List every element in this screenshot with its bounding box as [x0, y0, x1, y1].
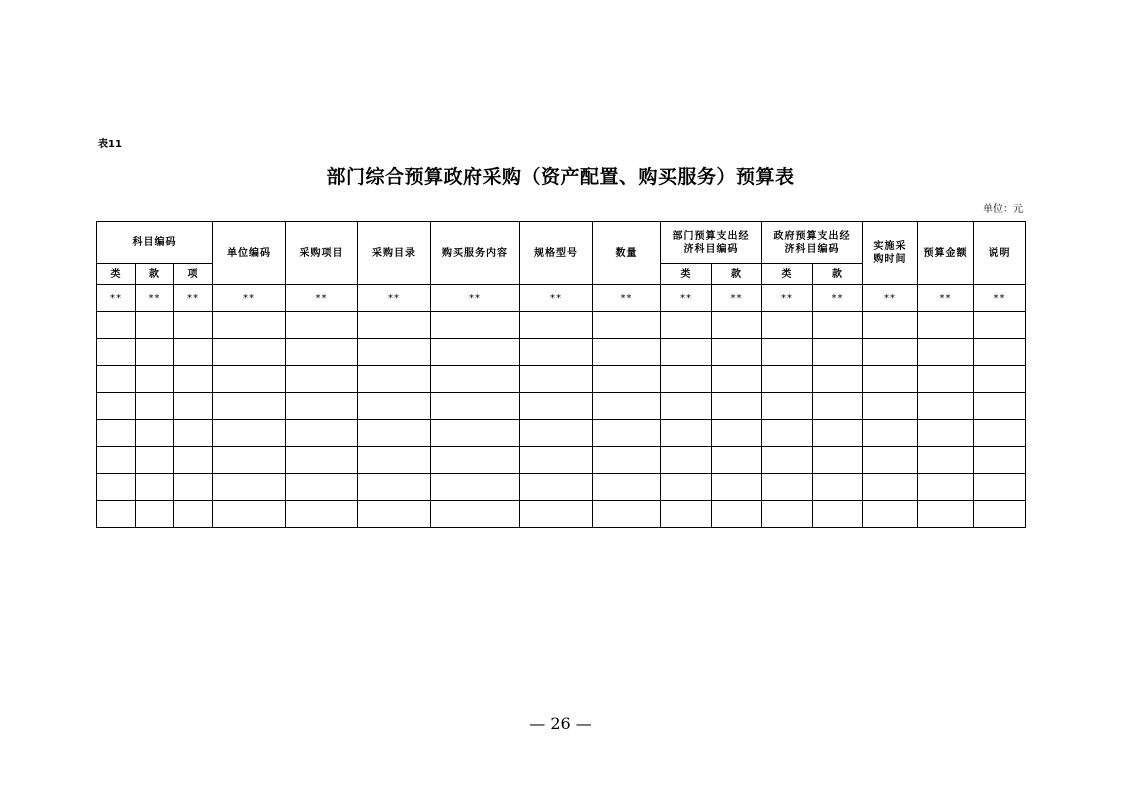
- header-quantity: 数量: [593, 222, 661, 285]
- table-cell: [213, 312, 286, 339]
- table-cell: [431, 312, 520, 339]
- table-cell: [762, 366, 813, 393]
- table-cell: [918, 501, 974, 528]
- table-row: [97, 285, 1026, 312]
- header-gov-econ-code: 政府预算支出经济科目编码: [762, 222, 863, 264]
- table-cell: [358, 366, 431, 393]
- table-cell: [918, 366, 974, 393]
- table-cell: [813, 312, 863, 339]
- header-service-content: 购买服务内容: [431, 222, 520, 285]
- table-cell: [97, 501, 136, 528]
- table-cell: [358, 501, 431, 528]
- table-cell: [593, 474, 661, 501]
- table-cell: [136, 339, 174, 366]
- table-cell: [286, 420, 358, 447]
- table-cell: **: [136, 285, 174, 312]
- table-cell: [520, 366, 593, 393]
- table-cell: [661, 339, 712, 366]
- page-number: — 26 —: [529, 714, 592, 733]
- table-cell: [174, 339, 213, 366]
- table-cell: [762, 474, 813, 501]
- table-cell: [286, 393, 358, 420]
- document-title: 部门综合预算政府采购（资产配置、购买服务）预算表: [326, 166, 795, 188]
- table-cell: [593, 366, 661, 393]
- table-cell: [520, 393, 593, 420]
- table-cell: **: [358, 285, 431, 312]
- table-cell: **: [174, 285, 213, 312]
- table-cell: [918, 474, 974, 501]
- table-cell: [712, 474, 762, 501]
- table-cell: [358, 474, 431, 501]
- table-cell: [762, 312, 813, 339]
- table-cell: [213, 366, 286, 393]
- header-dept-econ-section: 款: [712, 264, 762, 285]
- table-cell: [136, 474, 174, 501]
- table-cell: [358, 447, 431, 474]
- table-cell: [213, 393, 286, 420]
- table-cell: [974, 447, 1026, 474]
- table-cell: [813, 420, 863, 447]
- table-cell: [358, 339, 431, 366]
- table-cell: [431, 420, 520, 447]
- header-procurement-catalog: 采购目录: [358, 222, 431, 285]
- table-cell: [174, 474, 213, 501]
- table-cell: [712, 312, 762, 339]
- table-cell: [593, 420, 661, 447]
- table-cell: [97, 312, 136, 339]
- table-header: [97, 222, 1026, 285]
- table-cell: [136, 312, 174, 339]
- table-cell: [174, 366, 213, 393]
- table-cell: **: [863, 285, 918, 312]
- table-cell: [593, 312, 661, 339]
- table-cell: [813, 393, 863, 420]
- table-cell: [974, 366, 1026, 393]
- table-cell: [918, 393, 974, 420]
- table-cell: [813, 474, 863, 501]
- table-cell: [174, 501, 213, 528]
- table-cell: [97, 339, 136, 366]
- table-cell: [863, 474, 918, 501]
- table-cell: [863, 420, 918, 447]
- table-cell: [661, 393, 712, 420]
- table-cell: [762, 393, 813, 420]
- table-cell: [863, 447, 918, 474]
- table-cell: **: [593, 285, 661, 312]
- table-row: [97, 447, 1026, 474]
- header-remarks: 说明: [974, 222, 1026, 285]
- table-cell: [358, 312, 431, 339]
- table-cell: [174, 312, 213, 339]
- table-cell: [286, 312, 358, 339]
- table-cell: [974, 339, 1026, 366]
- header-dept-econ-code: 部门预算支出经济科目编码: [661, 222, 762, 264]
- table-cell: [661, 474, 712, 501]
- header-dept-econ-class: 类: [661, 264, 712, 285]
- table-cell: [213, 474, 286, 501]
- table-cell: [661, 312, 712, 339]
- header-subject-class: 类: [97, 264, 136, 285]
- table-cell: [661, 366, 712, 393]
- table-cell: [286, 366, 358, 393]
- table-cell: [358, 420, 431, 447]
- table-cell: [712, 501, 762, 528]
- table-cell: [918, 447, 974, 474]
- table-row: [97, 420, 1026, 447]
- table-cell: **: [286, 285, 358, 312]
- table-cell: [762, 420, 813, 447]
- header-specification: 规格型号: [520, 222, 593, 285]
- table-cell: [712, 393, 762, 420]
- table-cell: [136, 393, 174, 420]
- table-cell: [863, 339, 918, 366]
- table-cell: [136, 366, 174, 393]
- table-cell: [431, 474, 520, 501]
- procurement-budget-table: [96, 221, 1026, 528]
- table-cell: [813, 501, 863, 528]
- table-cell: **: [213, 285, 286, 312]
- table-cell: [593, 447, 661, 474]
- header-subject-section: 款: [136, 264, 174, 285]
- table-cell: [431, 366, 520, 393]
- table-cell: [431, 501, 520, 528]
- table-cell: [918, 339, 974, 366]
- table-cell: **: [97, 285, 136, 312]
- table-row: [97, 366, 1026, 393]
- table-cell: [762, 447, 813, 474]
- table-cell: [712, 339, 762, 366]
- table-cell: [174, 447, 213, 474]
- table-cell: [520, 474, 593, 501]
- table-cell: [593, 339, 661, 366]
- unit-label: 单位：元: [983, 204, 1023, 215]
- table-cell: [813, 447, 863, 474]
- table-cell: [520, 501, 593, 528]
- table-cell: [593, 501, 661, 528]
- table-row: [97, 501, 1026, 528]
- table-cell: **: [762, 285, 813, 312]
- header-subject-item: 项: [174, 264, 213, 285]
- table-cell: [286, 339, 358, 366]
- table-cell: [974, 474, 1026, 501]
- table-cell: [863, 501, 918, 528]
- table-cell: [213, 447, 286, 474]
- table-cell: [520, 447, 593, 474]
- table-cell: [136, 447, 174, 474]
- table-row: [97, 339, 1026, 366]
- table-cell: [97, 447, 136, 474]
- table-cell: [520, 339, 593, 366]
- table-cell: [97, 393, 136, 420]
- table-cell: **: [661, 285, 712, 312]
- table-row: [97, 312, 1026, 339]
- table-cell: [762, 501, 813, 528]
- table-cell: [174, 393, 213, 420]
- table-row: [97, 393, 1026, 420]
- table-cell: [813, 339, 863, 366]
- header-gov-econ-class: 类: [762, 264, 813, 285]
- table-cell: [974, 501, 1026, 528]
- table-cell: [974, 420, 1026, 447]
- table-cell: [593, 393, 661, 420]
- table-cell: [712, 447, 762, 474]
- table-cell: [974, 393, 1026, 420]
- table-cell: [661, 420, 712, 447]
- table-cell: [712, 366, 762, 393]
- table-cell: [136, 501, 174, 528]
- table-cell: **: [813, 285, 863, 312]
- table-cell: [863, 312, 918, 339]
- table-cell: [520, 420, 593, 447]
- table-cell: [813, 366, 863, 393]
- header-implementation-time: 实施采购时间: [863, 222, 918, 285]
- table-cell: **: [431, 285, 520, 312]
- table-cell: **: [974, 285, 1026, 312]
- table-cell: [863, 366, 918, 393]
- table-cell: [358, 393, 431, 420]
- table-cell: [918, 312, 974, 339]
- table-cell: [286, 501, 358, 528]
- table-cell: [97, 420, 136, 447]
- table-cell: [136, 420, 174, 447]
- table-cell: [762, 339, 813, 366]
- table-cell: [712, 420, 762, 447]
- table-cell: [431, 447, 520, 474]
- table-label: 表11: [98, 139, 122, 150]
- table-cell: [431, 393, 520, 420]
- header-unit-code: 单位编码: [213, 222, 286, 285]
- table-cell: [520, 312, 593, 339]
- table-cell: [213, 339, 286, 366]
- table-cell: [213, 420, 286, 447]
- table-cell: [97, 474, 136, 501]
- table-cell: **: [520, 285, 593, 312]
- header-procurement-project: 采购项目: [286, 222, 358, 285]
- table-cell: [863, 393, 918, 420]
- table-cell: [431, 339, 520, 366]
- table-cell: [174, 420, 213, 447]
- table-row: [97, 474, 1026, 501]
- table-cell: [661, 447, 712, 474]
- table-cell: **: [712, 285, 762, 312]
- table-body: [97, 285, 1026, 528]
- table-cell: [213, 501, 286, 528]
- table-cell: **: [918, 285, 974, 312]
- table-cell: [974, 312, 1026, 339]
- table-cell: [97, 366, 136, 393]
- table-cell: [918, 420, 974, 447]
- header-subject-code: 科目编码: [97, 222, 213, 264]
- header-budget-amount: 预算金额: [918, 222, 974, 285]
- table-cell: [286, 447, 358, 474]
- header-gov-econ-section: 款: [813, 264, 863, 285]
- table-cell: [286, 474, 358, 501]
- table-cell: [661, 501, 712, 528]
